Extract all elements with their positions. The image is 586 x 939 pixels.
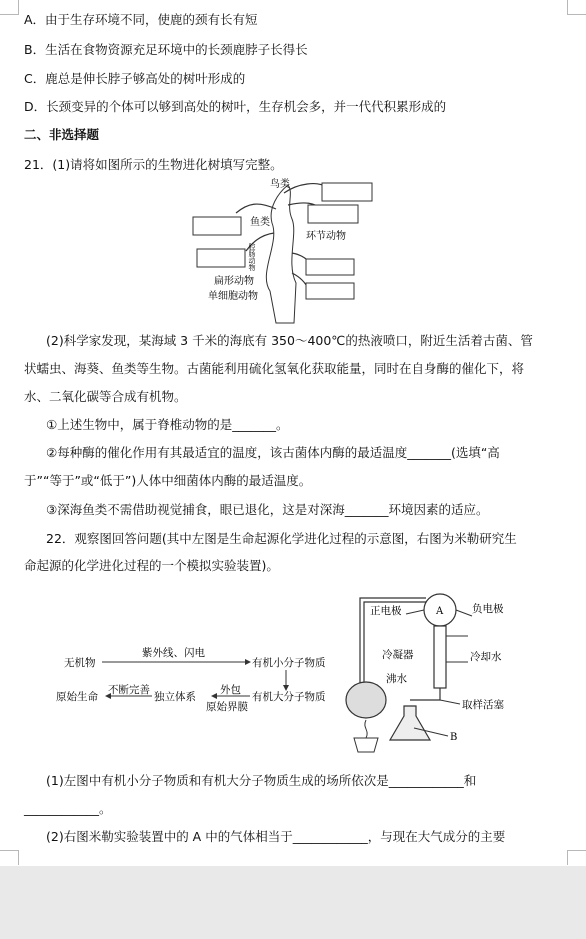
tree-label-bird: 鸟类 xyxy=(270,179,290,190)
q21-part2-line3: 水、二氧化碳等合成有机物。 xyxy=(24,389,187,404)
option-b: B．生活在食物资源充足环境中的长颈鹿脖子长得长 xyxy=(24,42,308,57)
tree-blank-box xyxy=(306,259,354,275)
label-a: A xyxy=(436,606,444,617)
q21-sub2-line1: ②每种酶的催化作用有其最适宜的温度，该古菌体内酶的最适温度_______(选填“高 xyxy=(46,445,500,460)
q22-sub2: (2)右图米勒实验装置中的 A 中的气体相当于____________，与现在大气成分的主要 xyxy=(46,829,506,844)
label-sample-valve: 取样活塞 xyxy=(462,699,504,711)
tree-blank-box xyxy=(197,249,245,267)
tree-label-annelid: 环节动物 xyxy=(306,231,346,242)
corner-mark xyxy=(567,0,586,15)
tree-label-flatworm: 扁形动物 xyxy=(214,276,254,287)
tree-blank-box xyxy=(322,183,372,201)
flask-b xyxy=(390,706,430,740)
boiling-flask xyxy=(346,682,386,718)
corner-mark xyxy=(0,0,19,15)
q22-intro-line2: 命起源的化学进化过程的一个模拟实验装置)。 xyxy=(24,558,279,573)
label-b: B xyxy=(450,732,458,743)
flow-uv-lightning: 紫外线、闪电 xyxy=(142,647,205,659)
q21-part2-line1: (2)科学家发现，某海域 3 千米的海底有 350～400℃的热液喷口，附近生活着古菌、管 xyxy=(46,333,533,348)
label-neg-electrode: 负电极 xyxy=(472,603,504,615)
tree-blank-box xyxy=(308,205,358,223)
q21-part2-line2: 状蠕虫、海葵、鱼类等生物。古菌能利用硫化氢氧化获取能量，同时在自身酶的催化下，将 xyxy=(24,361,525,376)
condenser xyxy=(434,626,446,688)
tree-label-fish: 鱼类 xyxy=(250,217,270,228)
tree-branch xyxy=(236,204,276,213)
flow-primitive-life: 原始生命 xyxy=(56,691,98,703)
option-c: C．鹿总是伸长脖子够高处的树叶形成的 xyxy=(24,71,246,86)
q22-sub1-line1: (1)左图中有机小分子物质和有机大分子物质生成的场所依次是____________和 xyxy=(46,773,477,788)
tree-label-coelenterate: 腔肠动物 xyxy=(248,243,256,271)
q21-part1: 21．(1)请将如图所示的生物进化树填写完整。 xyxy=(24,157,283,172)
section-title: 二、非选择题 xyxy=(24,127,100,142)
miller-apparatus xyxy=(340,588,530,760)
tree-blank-box xyxy=(193,217,241,235)
q21-sub3: ③深海鱼类不需借助视觉捕食，眼已退化，这是对深海_______环境因素的适应。 xyxy=(46,502,489,517)
flow-wrap: 外包 xyxy=(220,684,241,696)
label-boiling-water: 沸水 xyxy=(386,673,407,685)
flow-independent: 独立体系 xyxy=(154,691,196,703)
tree-label-protozoa: 单细胞动物 xyxy=(208,291,258,302)
q21-sub2-line2: 于”“等于”或“低于”)人体中细菌体内酶的最适温度。 xyxy=(24,473,312,488)
flow-small-organic: 有机小分子物质 xyxy=(252,657,326,669)
option-d: D．长颈变异的个体可以够到高处的树叶，生存机会多，并一代代积累形成的 xyxy=(24,99,447,114)
tree-trunk xyxy=(266,185,296,323)
flow-perfecting: 不断完善 xyxy=(108,684,150,696)
page-gap xyxy=(0,866,586,939)
flow-large-organic: 有机大分子物质 xyxy=(252,691,326,703)
flow-inorganic: 无机物 xyxy=(64,657,96,669)
q21-sub1: ①上述生物中，属于脊椎动物的是_______。 xyxy=(46,417,289,432)
label-cool-water: 冷却水 xyxy=(470,651,502,663)
evolution-tree-figure xyxy=(188,173,380,325)
option-a: A．由于生存环境不同，使鹿的颈有长有短 xyxy=(24,12,258,27)
corner-mark xyxy=(567,850,586,865)
label-pos-electrode: 正电极 xyxy=(370,605,402,617)
tree-blank-box xyxy=(306,283,354,299)
flow-membrane: 原始界膜 xyxy=(206,701,248,713)
corner-mark xyxy=(0,850,19,865)
chemical-evolution-flow xyxy=(54,640,344,720)
q22-intro-line1: 22．观察图回答问题(其中左图是生命起源化学进化过程的示意图，右图为米勒研究生 xyxy=(46,531,517,546)
label-condenser: 冷凝器 xyxy=(382,649,414,661)
q22-sub1-line2: ____________。 xyxy=(24,801,112,816)
